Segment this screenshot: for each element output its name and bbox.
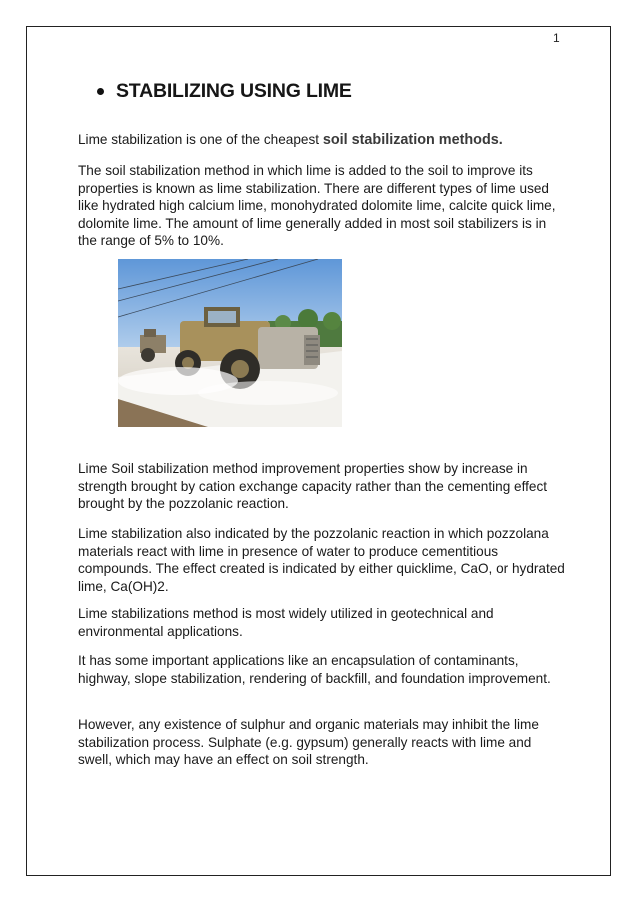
intro-prefix: Lime stabilization is one of the cheapest <box>78 132 323 147</box>
bullet-icon <box>97 88 104 95</box>
paragraph-pozzolanic: Lime stabilization also indicated by the pozzolanic reaction in which pozzolana materials react with lime in presence of water to produce cementitious compounds. The effect created is indicated by either quicklime, CaO, or hydrated lime, Ca(OH)2. <box>78 526 565 594</box>
paragraph-strength: Lime Soil stabilization method improvement properties show by increase in strength brought by cation exchange capacity rather than the cementing effect brought by the pozzolanic reaction. <box>78 461 548 511</box>
paragraph-sulphate: However, any existence of sulphur and organic materials may inhibit the lime stabilization process. Sulphate (e.g. gypsum) generally reacts with lime and swell, which may have an effect on soil strength. <box>78 717 539 767</box>
paragraph-applications-fields: Lime stabilizations method is most widely utilized in geotechnical and environmental applications. <box>78 606 494 639</box>
page-number: 1 <box>553 31 560 45</box>
section-heading <box>97 80 352 103</box>
heading-text: STABILIZING USING LIME <box>116 80 352 102</box>
intro-paragraph <box>78 131 568 150</box>
paragraph-lime-types: The soil stabilization method in which lime is added to the soil to improve its properties is known as lime stabilization. There are different types of lime used like hydrated high calcium lime, monohydrated dolomite lime, calcite quick lime, dolomite lime. The amount of lime generally added in most soil stabilizers is in the range of 5% to 10%. <box>78 163 556 248</box>
paragraph-applications-list: It has some important applications like an encapsulation of contaminants, highway, slope stabilization, rendering of backfill, and foundation improvement. <box>78 653 551 686</box>
lime-stabilizer-machine-photo <box>118 259 342 427</box>
intro-highlight: soil stabilization methods. <box>322 132 503 148</box>
